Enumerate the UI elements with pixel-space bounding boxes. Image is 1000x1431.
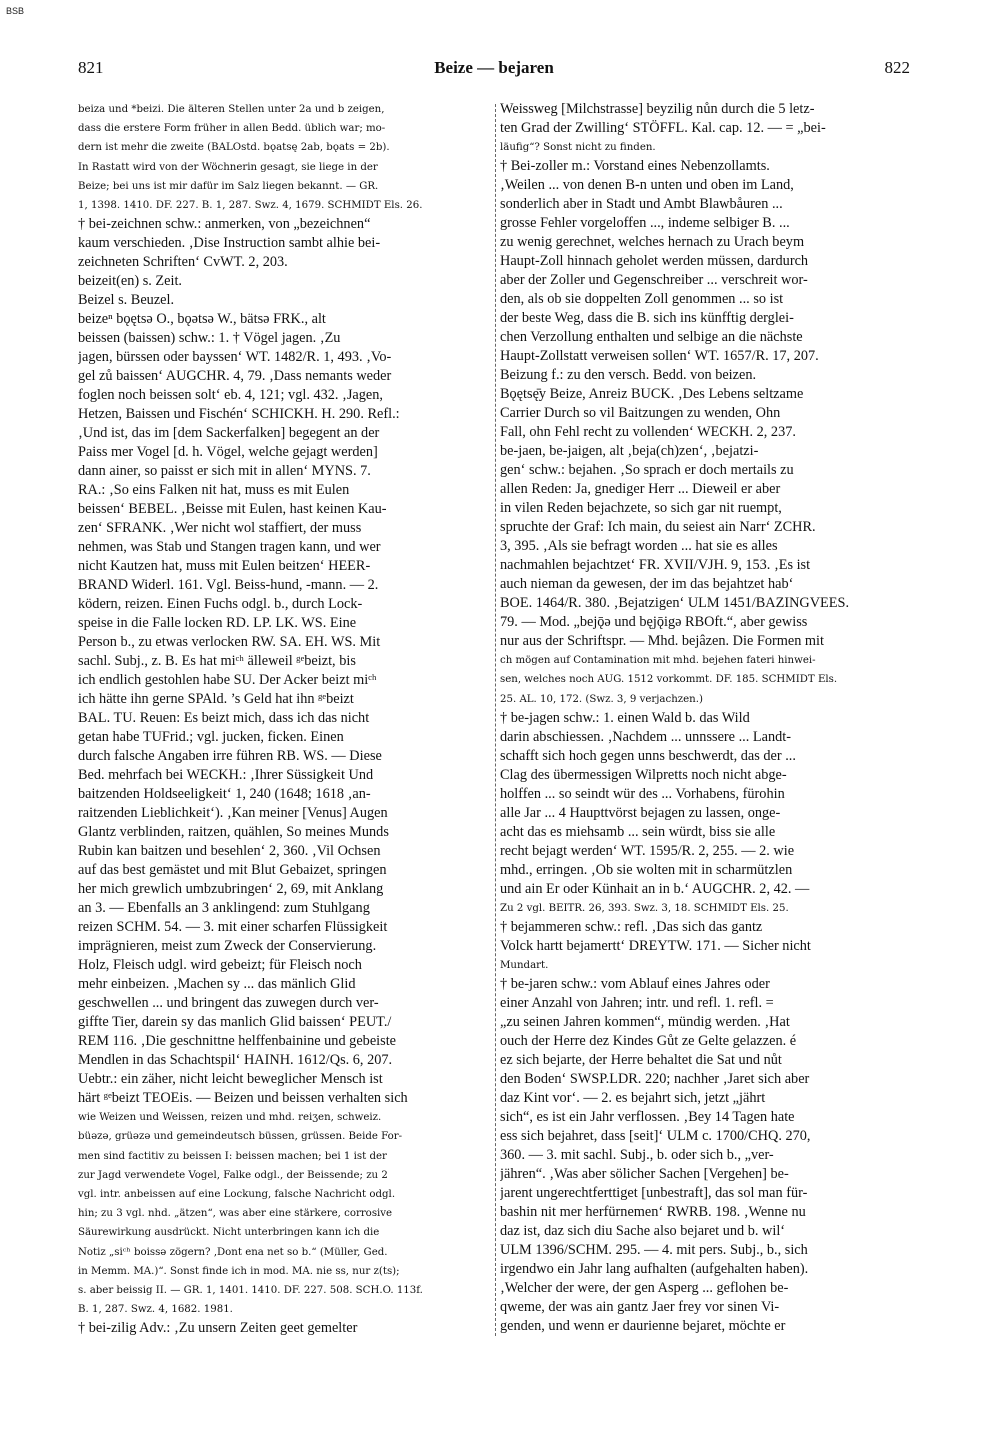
left-page-number: 821 (78, 58, 104, 77)
right-page-number: 822 (884, 58, 910, 77)
entry-block: † bejammeren schw.: refl. ‚Das sich das gantz Volck hartt bejamertt‘ DREYTW. 171. — Sicher nicht (500, 919, 811, 955)
page-header (78, 58, 910, 82)
note-block: Mundart. (500, 960, 549, 972)
entry-block: † be-jaren schw.: vom Ablauf eines Jahres oder einer Anzahl von Jahren; intr. und refl. 1. refl. = „zu seinen Jahren kommen“, mündig werden. ‚Hat ouch der Herre dez Kindes Gůt ze Gelte gelazzen. é ez sich bejarte, der Herre behaltet die Sat und nůt den Boden‘ SWSP.LDR. 220; nachher ‚Jaret sich aber daz Kint vor‘. — 2. es bejahrt sich, jetzt „jährt sich“, es ist ein Jahr verflossen. ‚Bey 14 Tagen hate ess sich bejahret, dass [seit]‘ ULM c. 1700/CHQ. 270, 360. — 3. mit sachl. Subj., b. oder sich b., „ver- jähren“. ‚Was aber sölicher Sachen [Vergehen] be- jarent ungerechtferttiget [unbestraft], das sol man für- bashin nit mer herfürnemen‘ RWRB. 198. ‚Wenne nu daz ist, daz sich diu Sache also bejaret und b. wil‘ ULM 1396/SCHM. 295. — 4. mit pers. Subj., b., sich irgendwo ein Jahr lang aufhalten (aufgehalten haben). ‚Welcher der were, der gen Asperg ... geflohen be- qweme, der was ain gantz Jaer frey vor sinen Vi- genden, und wenn er daurienne bejaret, möchte er (500, 976, 811, 1335)
running-title: Beize — bejaren (434, 58, 554, 77)
column-divider (495, 104, 496, 1336)
entry-block: Weissweg [Milchstrasse] beyzilig nůn durch die 5 letz- ten Grad der Zwilling‘ STÖFFL. Kal. cap. 12. — = „bei- (500, 101, 826, 136)
entry-block: † Bei-zoller m.: Vorstand eines Nebenzollamts. ‚Weilen ... von denen B-n unten und oben im Land, sonderlich aber in Stadt und Ambt Blawbåuren ... grosse Fehler vorgeloffen ..., indeme selbiger B. ... zu wenig gerechnet, welches hernach zu Urach beym Haupt-Zoll hinnach geholet werden müssen, dardurch aber der Zoller und Gegenschreiber ... verschreit wor- den, als ob sie doppelten Zoll genommen ... so ist der beste Weg, dass die B. sich ins künfftig derglei- chen Verzollung enthalten und selbige an die nächste Haupt-Zollstatt verweisen sollen‘ WT. 1657/R. 17, 207. Beizung f.: zu den versch. Bedd. von beizen. Bǫętsę̄y Beize, Anreiz BUCK. ‚Des Lebens seltzame Carrier Durch so vil Baitzungen zu wenden, Ohn Fall, ohn Fehl recht zu vollenden‘ WECKH. 2, 237. be-jaen, be-jaigen, alt ‚beja(ch)zen‘, ‚bejatzi- gen‘ schw.: bejahen. ‚So sprach er doch mertails zu allen Reden: Ja, gnediger Herr ... Dieweil er aber in vilen Reden bejachzete, so sich gar nit ruempt, spruchte der Graf: Ich main, du seiest ain Narr‘ ZCHR. 3, 395. ‚Als sie befragt worden ... hat sie es alles nachmahlen bejachtzet‘ FR. XVII/VJH. 9, 153. ‚Es ist auch nieman da gewesen, der im das bejahtzet hab‘ BOE. 1464/R. 380. ‚Bejatzigen‘ ULM 1451/BAZINGVEES. 79. — Mod. „bejǭə und bęjǭigə RBOft.“, aber gewiss nur aus der Schriftspr. — Mhd. bejâzen. Die Formen mit (500, 158, 850, 650)
entry-block: † be-jagen schw.: 1. einen Wald b. das Wild darin abschiessen. ‚Nachdem ... unnssere ... Landt- schafft sich hoch gegen unns beschwerdt, das der ... Clag des übermessigen Wilpretts noch nicht abge- holffen ... so seindt wür des ... Vorhabens, fürohin alle Jar ... 4 Haupttvörst bejagen zu lassen, onge- acht das es miehsamb ... sein würdt, biss sie alle recht bejagt werden‘ WT. 1595/R. 2, 255. — 2. wie mhd., erringen. ‚Ob sie wolten mit in scharmützlen und ain Er oder Künhait an in b.‘ AUGCHR. 2, 42. — (500, 709, 810, 897)
note-block: beiza und *beizi. Die älteren Stellen unter 2a und b zeigen, dass die erstere Form früher in allen Bedd. üblich war; mo- dern ist mehr die zweite (BALOstd. bǫatsę 2ab, bǫats = 2b). In Rastatt wird von der Wöchnerin gesagt, sie liege in der Beize; bei uns ist mir dafür im Salz liegen bekannt. — GR. 1, 1398. 1410. DF. 227. B. 1, 287. Swz. 4, 1679. SCHMIDT Els. 26. (78, 104, 423, 212)
note-block: ch mögen auf Contamination mit mhd. bejehen fateri hinwei- sen, welches noch AUG. 1512 vorkommt. DF. 185. SCHMIDT Els. 25. AL. 10, 172. (Swz. 3, 9 verjachzen.) (500, 655, 838, 705)
entry-block: † bei-zilig Adv.: ‚Zu unsern Zeiten geet gemelter (78, 1320, 358, 1337)
right-column (500, 100, 912, 1340)
note-block: Zu 2 vgl. BEITR. 26, 393. Swz. 3, 18. SCHMIDT Els. 25. (500, 902, 789, 914)
note-block: läufig“? Sonst nicht zu finden. (500, 142, 656, 153)
left-column (78, 100, 490, 1340)
library-stamp: BSB (6, 6, 25, 16)
note-block: wie Weizen und Weissen, reizen und mhd. reiʒen, schweiz. büəzə, grüəzə und gemeindeutsch büssen, grüssen. Beide For- men sind factitiv zu beissen I: beissen machen; bei 1 ist der zur Jagd verwendete Vogel, Falke odgl., der Beissende; zu 2 vgl. intr. anbeissen auf eine Lockung, falsche Nachricht odgl. hin; zu 3 vgl. nhd. „ätzen“, was aber eine stärkere, corrosive Säurewirkung ausdrückt. Nicht unterbringen kann ich die Notiz „siᶜʰ boissə zögern? ‚Dont ena net so b.“ (Müller, Ged. in Memm. MA.)“. Sonst finde ich in mod. MA. nie ss, nur z(ts); s. aber beissig II. — GR. 1, 1401. 1410. DF. 227. 508. SCH.O. 113f. B. 1, 287. Swz. 4, 1682. 1981. (78, 1112, 423, 1316)
entry-block: † bei-zeichnen schw.: anmerken, von „bezeichnen“ kaum verschieden. ‚Dise Instruction sambt alhie bei- zeichneten Schriften‘ CvWT. 2, 203. beizeit(en) s. Zeit. Beizel s. Beuzel. beizeⁿ bǫętsə O., bǫətsə W., bätsə FRK., alt beissen (baissen) schw.: 1. † Vögel jagen. ‚Zu jagen, bürssen oder bayssen‘ WT. 1482/R. 1, 493. ‚Vo- gel zů baissen‘ AUGCHR. 4, 79. ‚Dass nemants weder foglen noch beissen solt‘ eb. 4, 121; vgl. 432. ‚Jagen, Hetzen, Baissen und Fischén‘ SCHICKH. H. 290. Refl.: ‚Und ist, das im [dem Sackerfalken] begegent an der Paiss mer Vogel [d. h. Vögel, welche gejagt werden] dann ainer, so paisst er sich mit in allen‘ MYNS. 7. RA.: ‚So eins Falken nit hat, muss es mit Eulen beissen‘ BEBEL. ‚Beisse mit Eulen, hast keinen Kau- zen‘ SFRANK. ‚Wer nicht wol staffiert, der muss nehmen, was Stab und Stangen tragen kann, und wer nicht Kautzen hat, muss mit Eulen beitzen‘ HEER- BRAND Widerl. 161. Vgl. Beiss-hund, -mann. — 2. ködern, reizen. Einen Fuchs odgl. b., durch Lock- speise in die Falle locken RD. LP. LK. WS. Eine Person b., zu etwas verlocken RW. SA. EH. WS. Mit sachl. Subj., z. B. Es hat miᶜʰ älleweil ᵍᵉbeizt, bis ich endlich gestohlen habe SU. Der Acker beizt miᶜʰ ich hätte ihn gerne SPAld. ’s Geld hat ihn ᵍᵉbeizt BAL. TU. Reuen: Es beizt mich, dass ich das nicht getan habe TUFrid.; vgl. jucken, ficken. Einen durch falsche Angaben irre führen RB. WS. — Diese Bed. mehrfach bei WECKH.: ‚Ihrer Süssigkeit Und baitzenden Holdseeligkeit‘ 1, 240 (1648; 1618 ‚an- raitzenden Lieblichkeit‘). ‚Kan meiner [Venus] Augen Glantz verblinden, raitzen, quählen, So meines Munds Rubin kan baitzen und besehlen‘ 2, 360. ‚Vil Ochsen auf das best gemästet und mit Blut Gebaizet, springen her mich grewlich umbzubringen‘ 2, 69, mit Anklang an 3. — Ebenfalls an 3 anklingend: zum Stuhlgang reizen SCHM. 54. — 3. mit einer scharfen Flüssigkeit imprägnieren, meist zum Zweck der Conservierung. Holz, Fleisch udgl. wird gebeizt; für Fleisch noch mehr einbeizen. ‚Machen sy ... das mänlich Glid geschwellen ... und bringent das zuwegen durch ver- giffte Tier, darein sy das manlich Glid baissen‘ PEUT./ REM 116. ‚Die geschnittne helffenbainine und gebeiste Mendlen in das Schachtspil‘ HAINH. 1612/Qs. 6, 207. Uebtr.: ein zäher, nicht leicht beweglicher Mensch ist härt ᵍᵉbeizt TEOEis. — Beizen und beissen verhalten sich (78, 216, 408, 1107)
